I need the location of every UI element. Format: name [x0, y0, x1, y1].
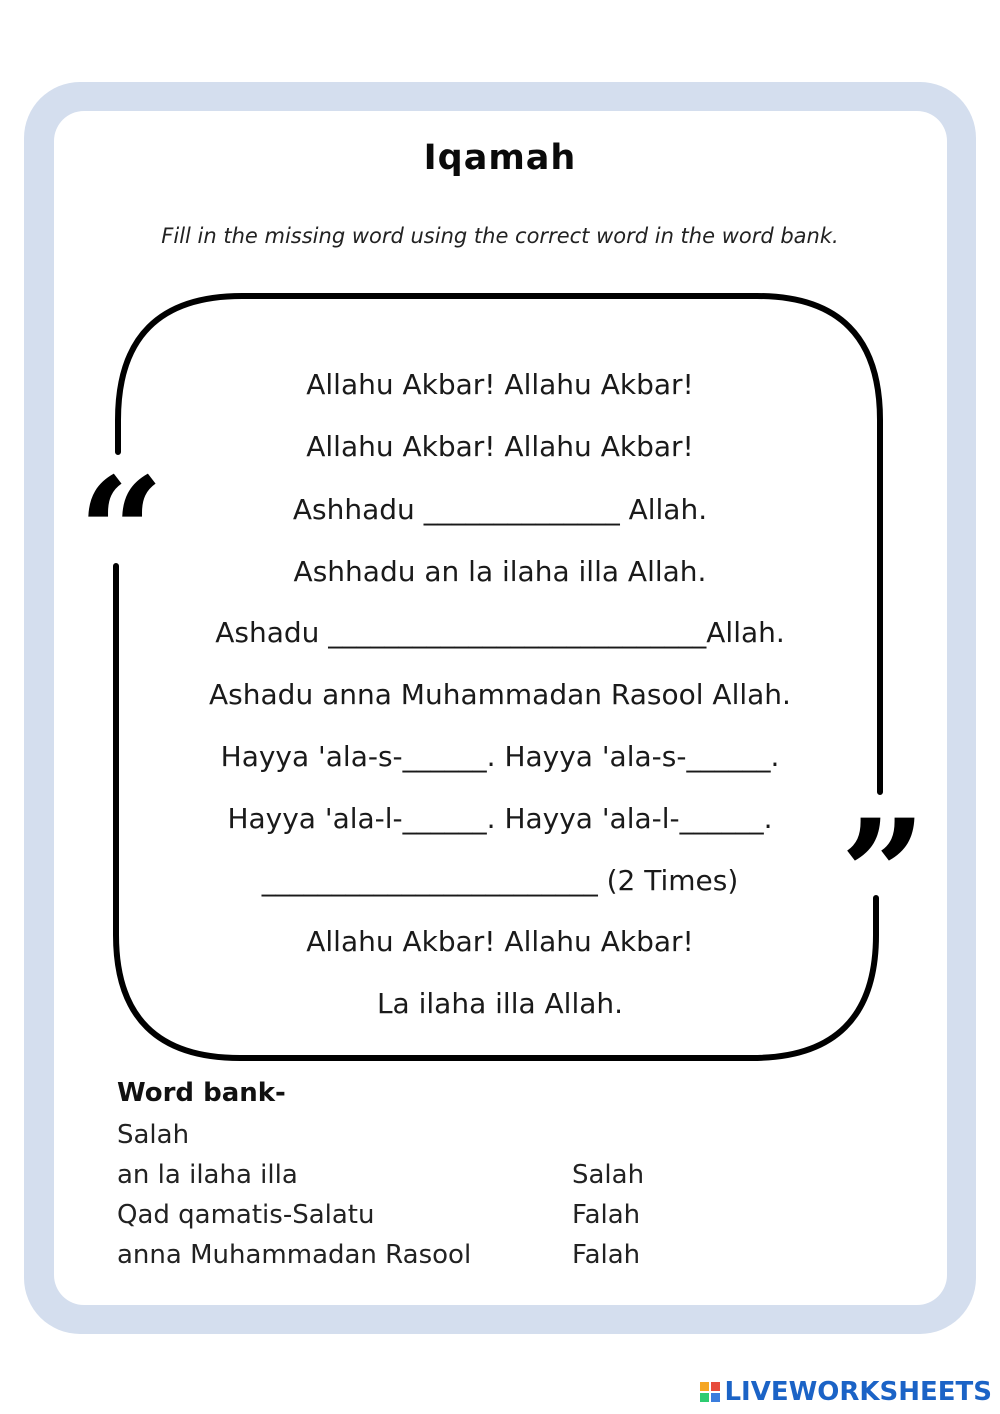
logo-icon-square [700, 1382, 709, 1391]
text-line: Ashhadu an la ilaha illa Allah. [293, 555, 707, 588]
logo-icon-square [711, 1393, 720, 1402]
word-bank-item: Falah [572, 1200, 641, 1230]
text-line: Allahu Akbar! Allahu Akbar! [306, 368, 694, 401]
word-bank-item: Salah [117, 1120, 190, 1150]
word-bank-title: Word bank- [117, 1078, 286, 1108]
fill-blank-line: Hayya 'ala-s-______. Hayya 'ala-s-______. [220, 740, 780, 773]
instruction-text: Fill in the missing word using the correct word in the word bank. [161, 224, 839, 248]
close-quote-mark: ” [840, 787, 927, 963]
word-bank-item: an la ilaha illa [117, 1160, 298, 1190]
worksheet-title: Iqamah [423, 138, 577, 178]
liveworksheets-logo-text: LIVEWORKSHEETS [724, 1377, 992, 1407]
logo-icon-square [711, 1382, 720, 1391]
fill-blank-line: Hayya 'ala-l-______. Hayya 'ala-l-______. [227, 802, 773, 835]
text-line: Allahu Akbar! Allahu Akbar! [306, 925, 694, 958]
text-line: Allahu Akbar! Allahu Akbar! [306, 430, 694, 463]
fill-blank-line: Ashhadu ______________ Allah. [292, 493, 708, 526]
word-bank-item: anna Muhammadan Rasool [117, 1240, 472, 1270]
text-line: La ilaha illa Allah. [376, 987, 624, 1020]
text-line: Ashadu anna Muhammadan Rasool Allah. [209, 678, 791, 711]
fill-blank-line: Ashadu ___________________________Allah. [215, 616, 785, 649]
liveworksheets-logo-icon [700, 1382, 720, 1402]
word-bank-item: Salah [572, 1160, 645, 1190]
liveworksheets-logo[interactable] [700, 1377, 992, 1407]
fill-blank-line: ________________________ (2 Times) [261, 864, 739, 897]
word-bank-item: Qad qamatis-Salatu [117, 1200, 375, 1230]
logo-icon-square [700, 1393, 709, 1402]
word-bank-item: Falah [572, 1240, 641, 1270]
open-quote-mark: “ [78, 445, 165, 621]
